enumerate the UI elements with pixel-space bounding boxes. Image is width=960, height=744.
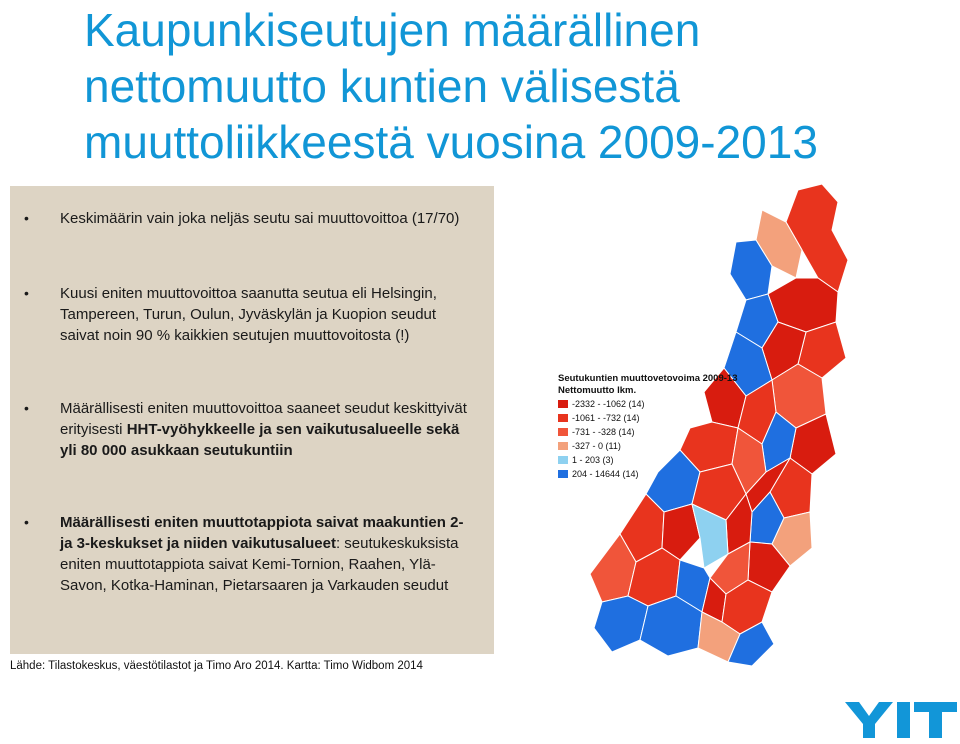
legend-item [558, 397, 737, 411]
legend-item [558, 425, 737, 439]
legend-subtitle: Nettomuutto lkm. [558, 385, 637, 396]
legend-label: -731 - -328 (14) [572, 427, 635, 437]
bullet-dot: • [24, 285, 29, 301]
bullet-3-bold: HHT-vyöhykkeelle ja sen vaikutusalueelle sekä yli 80 000 asukkaan seutukuntiin [60, 421, 460, 459]
bullet-dot: • [24, 210, 29, 226]
legend-swatch [558, 414, 568, 422]
legend-item [558, 439, 737, 453]
bullet-3 [24, 398, 470, 461]
legend-label: -1061 - -732 (14) [572, 413, 640, 423]
source-caption: Lähde: Tilastokeskus, väestötilastot ja Timo Aro 2014. Kartta: Timo Widbom 2014 [10, 660, 423, 672]
bullet-4 [24, 512, 470, 596]
bullet-1-text: Keskimäärin vain joka neljäs seutu sai muuttovoittoa (17/70) [60, 210, 460, 227]
slide-title: Kaupunkiseutujen määrällinen nettomuutto kuntien välisestä muuttoliikkeestä vuosina 2009-2013 [84, 4, 818, 168]
bullet-4-text: : seutukeskuksista eniten muuttotappiota saivat Kemi-Tornion, Raahen, Ylä-Savon, Kotka-Haminan, Pietarsaaren ja Varkauden seudut [60, 535, 459, 594]
bullet-4-bold: Määrällisesti eniten muuttotappiota saivat maakuntien 2- ja 3-keskukset ja niiden vaikutusalueet [60, 514, 464, 552]
legend-swatch [558, 456, 568, 464]
bullet-dot: • [24, 400, 29, 416]
yit-logo [845, 702, 957, 738]
legend-swatch [558, 428, 568, 436]
bullet-3-text: Määrällisesti eniten muuttovoittoa saaneet seudut keskittyivät erityisesti [60, 400, 467, 438]
bullet-1 [24, 208, 470, 229]
legend-item [558, 467, 737, 481]
map-legend [558, 373, 737, 481]
legend-label: 204 - 14644 (14) [572, 469, 639, 479]
legend-swatch [558, 470, 568, 478]
legend-label: -327 - 0 (11) [572, 441, 621, 451]
legend-item [558, 411, 737, 425]
legend-item [558, 453, 737, 467]
legend-title: Seutukuntien muuttovetovoima 2009-13 [558, 373, 738, 384]
bullet-2 [24, 283, 470, 346]
bullet-2-text: Kuusi eniten muuttovoittoa saanutta seutua eli Helsingin, Tampereen, Turun, Oulun, Jyväskylän ja Kuopion seudut saivat noin 90 % kaikkien seutujen muuttovoitosta (!) [60, 285, 437, 344]
legend-label: -2332 - -1062 (14) [572, 399, 645, 409]
legend-swatch [558, 400, 568, 408]
legend-swatch [558, 442, 568, 450]
legend-label: 1 - 203 (3) [572, 455, 614, 465]
bullet-dot: • [24, 514, 29, 530]
